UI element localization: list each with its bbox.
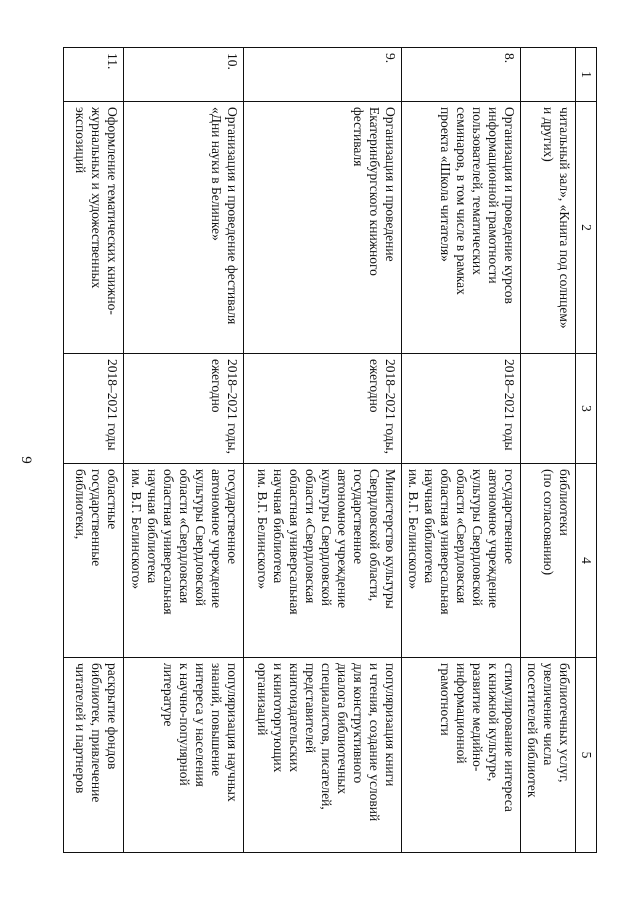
- executor-cell: государственное автономное учреждение культуры Свердловской области «Свердловская областная универсальная научная библиотека им. В.Г. Белинского»: [124, 464, 244, 658]
- event-cell: Организация и проведение фестиваля «Дни науки в Белинке»: [124, 102, 244, 354]
- row-number: 9.: [244, 48, 402, 102]
- header-col-3: 3: [576, 354, 597, 464]
- period-cell: [521, 354, 576, 464]
- period-cell: 2018–2021 годы: [402, 354, 521, 464]
- period-cell: 2018–2021 годы, ежегодно: [244, 354, 402, 464]
- executor-cell: государственное автономное учреждение культуры Свердловской области «Свердловская областная универсальная научная библиотека им. В.Г. Белинского»: [402, 464, 521, 658]
- table-row: [244, 48, 402, 853]
- event-cell: Оформление тематических книжно- журнальных и художественных экспозиций: [64, 102, 124, 354]
- table-row: [64, 48, 124, 853]
- period-cell: 2018–2021 годы, ежегодно: [124, 354, 244, 464]
- row-number: [521, 48, 576, 102]
- executor-cell: областные государственные библиотеки,: [64, 464, 124, 658]
- table-header-row: [576, 48, 597, 853]
- event-cell: читальный зал», «Книга под солнцем» и других): [521, 102, 576, 354]
- header-col-2: 2: [576, 102, 597, 354]
- plan-table: [63, 47, 597, 853]
- rotated-table-container: [73, 47, 597, 852]
- result-cell: библиотечных услуг, увеличение числа посетителей библиотек: [521, 658, 576, 853]
- executor-cell: библиотеки (по согласованию): [521, 464, 576, 658]
- row-number: 10.: [124, 48, 244, 102]
- header-col-5: 5: [576, 658, 597, 853]
- result-cell: популяризация книги и чтения, создание условий для конструктивного диалога библиотечных специалистов, писателей, представителей книгоиздательских и книготоргующих организаций: [244, 658, 402, 853]
- header-col-1: 1: [576, 48, 597, 102]
- header-col-4: 4: [576, 464, 597, 658]
- row-number: 8.: [402, 48, 521, 102]
- event-cell: Организация и проведение Екатеринбургского книжного фестиваля: [244, 102, 402, 354]
- event-cell: Организация и проведение курсов информационной грамотности пользователей, тематических семинаров, в том числе в рамках проекта «Школа читателя»: [402, 102, 521, 354]
- page-number: 9: [18, 456, 34, 464]
- result-cell: стимулирование интереса к книжной культуре, развитие медийно- информационной грамотности: [402, 658, 521, 853]
- table-row: [124, 48, 244, 853]
- period-cell: 2018–2021 годы: [64, 354, 124, 464]
- executor-cell: Министерство культуры Свердловской области, государственное автономное учреждение культуры Свердловской области «Свердловская областная универсальная научная библиотека им. В.Г. Белинского»: [244, 464, 402, 658]
- result-cell: популяризация научных знаний, повышение интереса у населения к научно-популярной литературе: [124, 658, 244, 853]
- row-number: 11.: [64, 48, 124, 102]
- table-row: [402, 48, 521, 853]
- table-row: [521, 48, 576, 853]
- result-cell: раскрытие фондов библиотек, привлечение читателей и партнеров: [64, 658, 124, 853]
